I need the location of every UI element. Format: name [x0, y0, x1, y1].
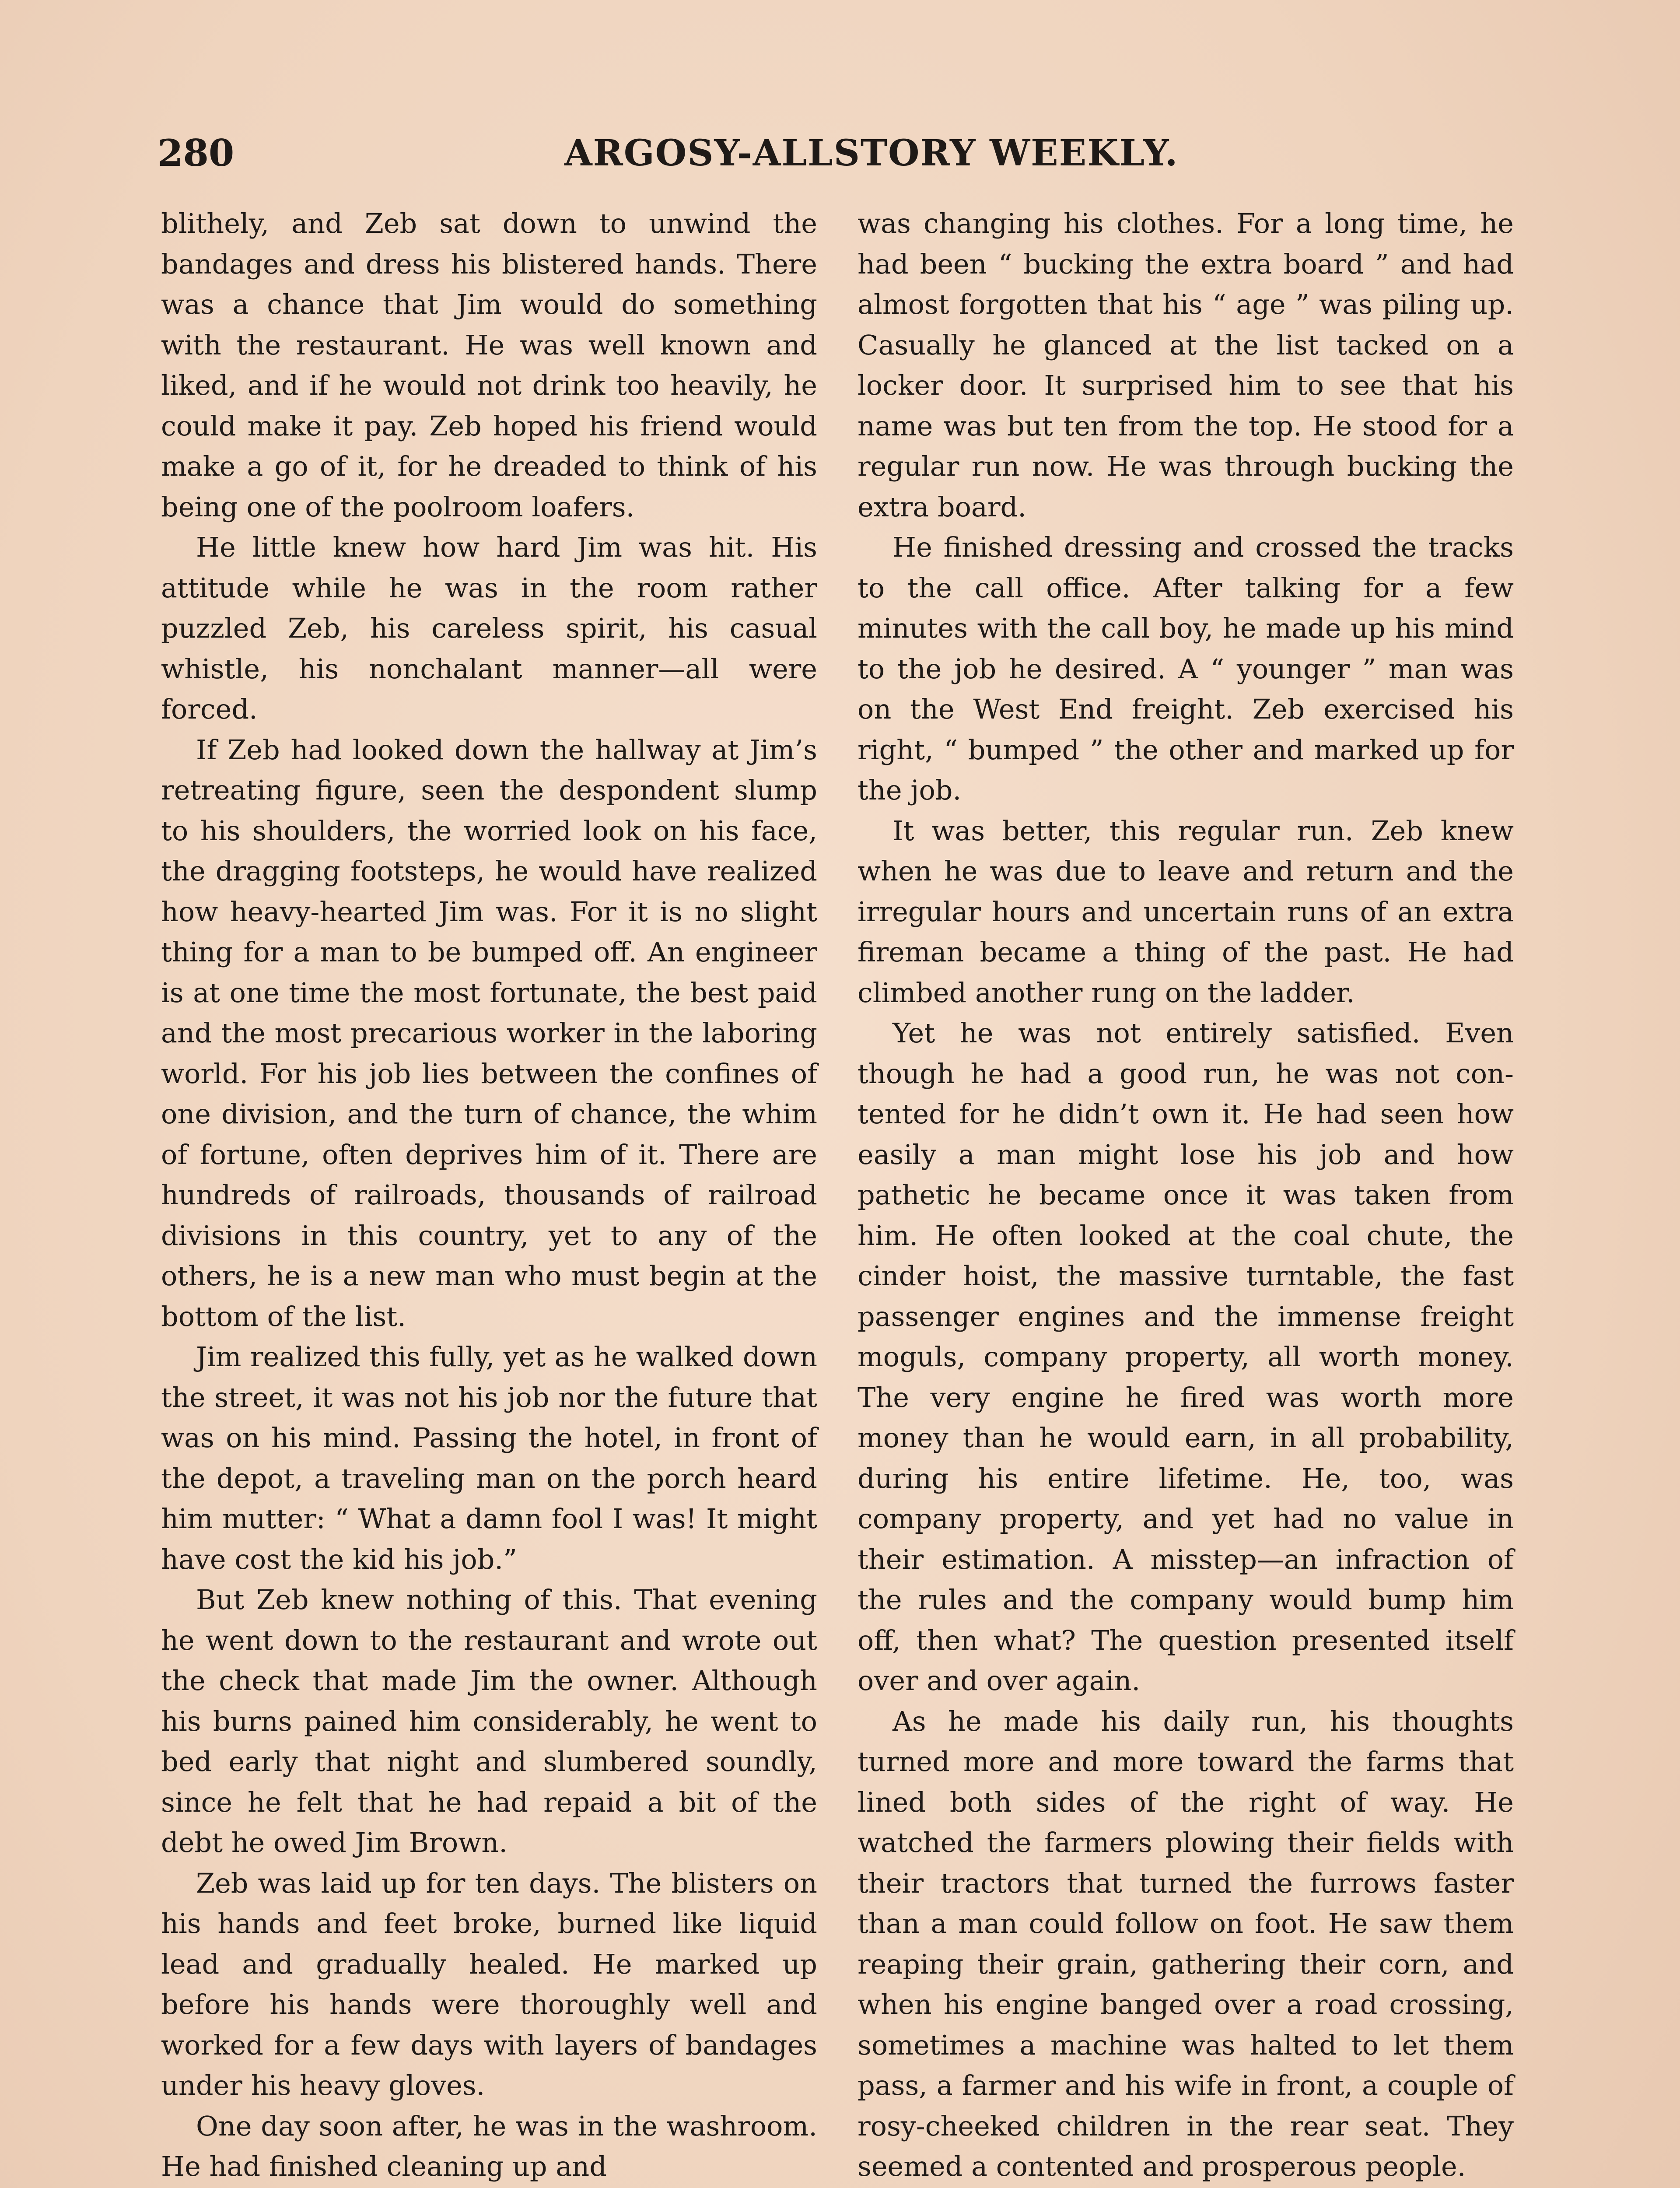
running-head: ARGOSY-ALLSTORY WEEKLY. [564, 132, 1179, 174]
paragraph: As he made his daily run, his thoughts turned more and more toward the farms that lined both sides of the right of way. He watched the farmers plowing their fields with their tractors that turned the furrows faster than a man could follow on foot. He saw them reaping their grain, gathering their corn, and when his engine banged over a road crossing, sometimes a machine was halted to let them pass, a farmer and his wife in front, a couple of rosy-cheeked children in the rear seat. They seemed a contented and prosperous people. [858, 1705, 1514, 2182]
paragraph: It was better, this regular run. Zeb knew when he was due to leave and return and the irregular hours and uncertain runs of an extra fireman became a thing of the past. He had climbed another rung on the ladder. [858, 814, 1514, 1009]
paragraph: Yet he was not entirely satisfied. Even though he had a good run, he was not contented for he didn’t own it. He had seen how easily a man might lose his job and how pathetic he became once it was taken from him. He often looked at the coal chute, the cinder hoist, the massive turntable, the fast passenger engines and the immense freight moguls, company property, all worth money. The very engine he fired was worth more money than he would earn, in all probability, during his entire lifetime. He, too, was company property, and yet had no value in their estimation. A misstep—an infraction of the rules and the company would bump him off, then what? The question presented itself over and over again. [858, 1017, 1514, 1697]
left-column [161, 203, 817, 2187]
right-column [858, 203, 1514, 2188]
paragraph: blithely, and Zeb sat down to unwind the bandages and dress his blistered hands. There was a chance that Jim would do something with the restaurant. He was well known and liked, and if he would not drink too heavily, he could make it pay. Zeb hoped his friend would make a go of it, for he dreaded to think of his being one of the poolroom loafers. [161, 207, 817, 523]
paragraph: was changing his clothes. For a long time, he had been “ bucking the extra board ” and had almost forgotten that his “ age ” was piling up. Casually he glanced at the list tacked on a locker door. It surprised him to see that his name was but ten from the top. He stood for a regular run now. He was through bucking the extra board. [858, 207, 1514, 523]
paragraph: He finished dressing and crossed the tracks to the call office. After talking for a few minutes with the call boy, he made up his mind to the job he desired. A “ younger ” man was on the West End freight. Zeb exercised his right, “ bumped ” the other and marked up for the job. [858, 531, 1514, 806]
page-number: 280 [158, 131, 234, 175]
paragraph: Jim realized this fully, yet as he walked down the street, it was not his job nor the future that was on his mind. Passing the hotel, in front of the depot, a traveling man on the porch heard him mutter: “ What a damn fool I was! It might have cost the kid his job.” [161, 1341, 817, 1575]
paragraph: Zeb was laid up for ten days. The blisters on his hands and feet broke, burned like liquid lead and gradually healed. He marked up before his hands were thoroughly well and worked for a few days with layers of bandages under his heavy gloves. [161, 1867, 817, 2101]
paragraph: But Zeb knew nothing of this. That evening he went down to the restaurant and wrote out the check that made Jim the owner. Although his burns pained him considerably, he went to bed early that night and slumbered soundly, since he felt that he had repaid a bit of the debt he owed Jim Brown. [161, 1584, 817, 1858]
page-header [158, 127, 1522, 179]
paragraph: He little knew how hard Jim was hit. His attitude while he was in the room rather puzzled Zeb, his careless spirit, his casual whistle, his nonchalant manner—all were forced. [161, 531, 817, 725]
paragraph: One day soon after, he was in the washroom. He had finished cleaning up and [161, 2110, 817, 2182]
paragraph: If Zeb had looked down the hallway at Jim’s retreating figure, seen the despondent slump to his shoulders, the worried look on his face, the dragging footsteps, he would have realized how heavy-hearted Jim was. For it is no slight thing for a man to be bumped off. An engineer is at one time the most fortunate, the best paid and the most precarious worker in the laboring world. For his job lies between the confines of one division, and the turn of chance, the whim of fortune, often deprives him of it. There are hundreds of railroads, thousands of railroad divisions in this country, yet to any of the others, he is a new man who must begin at the bottom of the list. [161, 733, 817, 1332]
